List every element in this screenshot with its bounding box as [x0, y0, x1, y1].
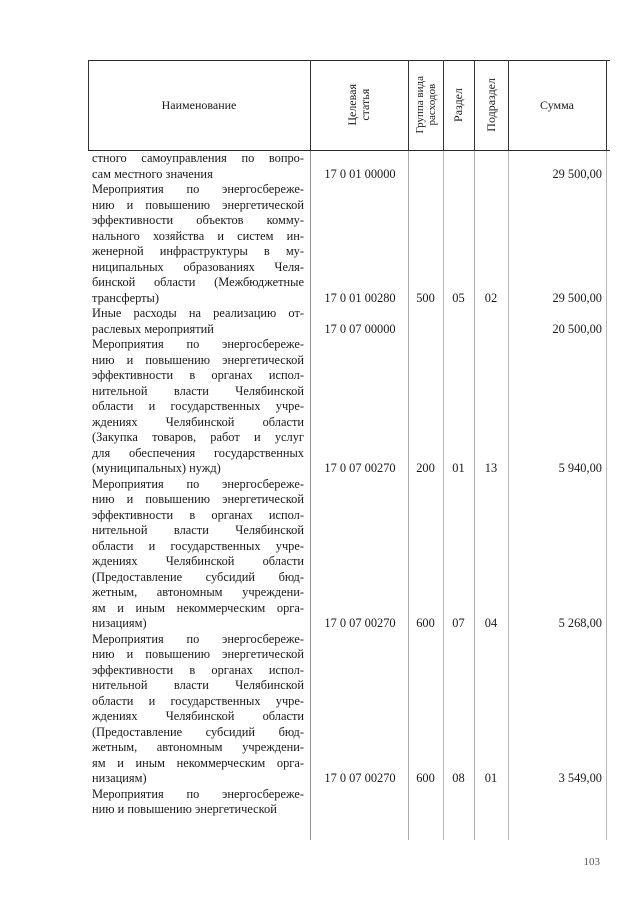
- cell-subsection: 02: [484, 290, 498, 305]
- row-name-line: области и государственных учре-: [92, 538, 304, 553]
- row-name-line: Мероприятия по энергосбереже-: [92, 631, 304, 646]
- row-name-line: ям и иным некоммерческим орга-: [92, 600, 304, 615]
- row-name-line: Мероприятия по энергосбереже-: [92, 476, 304, 491]
- row-name-line: ям и иным некоммерческим орга-: [92, 755, 304, 770]
- row-name-line: ждениях Челябинской области: [92, 414, 304, 429]
- cell-target-article: 17 0 01 00000: [324, 166, 396, 181]
- row-name-line: раслевых мероприятий: [92, 321, 214, 336]
- cell-expense-group: 200: [416, 461, 435, 475]
- body-col-divider: [310, 150, 311, 840]
- page-number: 103: [583, 856, 600, 868]
- row-name-line: нительной власти Челябинской: [92, 678, 304, 692]
- header-target-article: Целевая статья: [345, 84, 372, 126]
- row-name-line: сам местного значения: [92, 166, 213, 181]
- row-name-line: жетным, автономным учреждени-: [92, 740, 304, 754]
- row-name-line: нального хозяйства и систем ин-: [92, 228, 304, 243]
- cell-sum: 3 549,00: [558, 771, 602, 785]
- body-col-divider: [408, 150, 409, 840]
- cell-section: 08: [452, 771, 465, 785]
- row-name-line: нию и повышению энергетической: [92, 802, 277, 816]
- row-name-line: Мероприятия по энергосбереже-: [92, 786, 304, 801]
- cell-section: 01: [452, 461, 465, 475]
- cell-section: 05: [452, 290, 465, 305]
- row-name-line: (Предоставление субсидий бюд-: [92, 569, 304, 584]
- body-col-divider: [474, 150, 475, 840]
- row-name-line: Мероприятия по энергосбереже-: [92, 182, 304, 196]
- row-name-line: нию и повышению энергетической: [92, 492, 304, 506]
- body-col-divider: [508, 150, 509, 840]
- cell-sum: 20 500,00: [552, 321, 602, 336]
- row-name-line: ждениях Челябинской области: [92, 709, 304, 723]
- row-name-line: стного самоуправления по вопро-: [92, 151, 304, 165]
- row-name-line: бинской области (Межбюджетные: [92, 275, 304, 289]
- row-name-line: женерной инфраструктуры в му-: [92, 244, 304, 258]
- row-name-line: Иные расходы на реализацию от-: [92, 306, 304, 320]
- row-name-line: (муниципальных) нужд): [92, 461, 221, 475]
- row-name-line: (Предоставление субсидий бюд-: [92, 724, 304, 739]
- cell-expense-group: 600: [416, 616, 435, 630]
- row-name-line: низациям): [92, 771, 147, 785]
- row-name-line: эффективности в органах испол-: [92, 662, 304, 677]
- header-name: Наименование: [161, 97, 237, 112]
- row-name-line: для обеспечения государственных: [92, 445, 304, 460]
- col-divider: [606, 60, 607, 150]
- body-col-divider: [443, 150, 444, 840]
- header-section: Раздел: [451, 88, 465, 122]
- cell-sum: 29 500,00: [552, 166, 602, 181]
- cell-sum: 5 940,00: [558, 461, 602, 475]
- row-name-line: нию и повышению энергетической: [92, 352, 304, 367]
- row-name-line: нию и повышению энергетической: [92, 197, 304, 212]
- row-name-line: области и государственных учре-: [92, 399, 304, 413]
- row-name-line: нию и повышению энергетической: [92, 647, 304, 661]
- cell-target-article: 17 0 07 00270: [324, 771, 396, 785]
- cell-expense-group: 500: [416, 290, 435, 305]
- cell-sum: 5 268,00: [558, 616, 602, 630]
- row-name-line: нительной власти Челябинской: [92, 383, 304, 398]
- cell-subsection: 13: [484, 461, 498, 475]
- row-name-line: ждениях Челябинской области: [92, 554, 304, 568]
- row-name-line: жетным, автономным учреждени-: [92, 585, 304, 599]
- row-name-line: области и государственных учре-: [92, 693, 304, 708]
- row-name-line: эффективности объектов комму-: [92, 213, 304, 227]
- body-col-divider: [606, 150, 607, 840]
- cell-target-article: 17 0 01 00280: [324, 290, 396, 305]
- row-name-line: эффективности в органах испол-: [92, 507, 304, 522]
- row-name-line: (Закупка товаров, работ и услуг: [92, 430, 304, 444]
- row-name-line: нительной власти Челябинской: [92, 523, 304, 537]
- cell-target-article: 17 0 07 00000: [324, 321, 396, 336]
- header-subsection: Подраздел: [483, 78, 498, 132]
- cell-sum: 29 500,00: [552, 290, 602, 305]
- row-name-line: низациям): [92, 616, 147, 630]
- header-expense-group: Группа вида расходов: [413, 76, 438, 134]
- header-sum: Сумма: [540, 97, 574, 112]
- row-name-line: эффективности в органах испол-: [92, 368, 304, 382]
- cell-subsection: 04: [484, 616, 498, 630]
- cell-target-article: 17 0 07 00270: [324, 616, 396, 630]
- cell-target-article: 17 0 07 00270: [324, 461, 396, 475]
- cell-subsection: 01: [484, 771, 498, 785]
- row-name-line: Мероприятия по энергосбереже-: [92, 337, 304, 351]
- row-name-line: ниципальных образованиях Челя-: [92, 259, 304, 274]
- row-name-line: трансферты): [92, 290, 159, 305]
- cell-expense-group: 600: [416, 771, 435, 785]
- cell-section: 07: [452, 616, 465, 630]
